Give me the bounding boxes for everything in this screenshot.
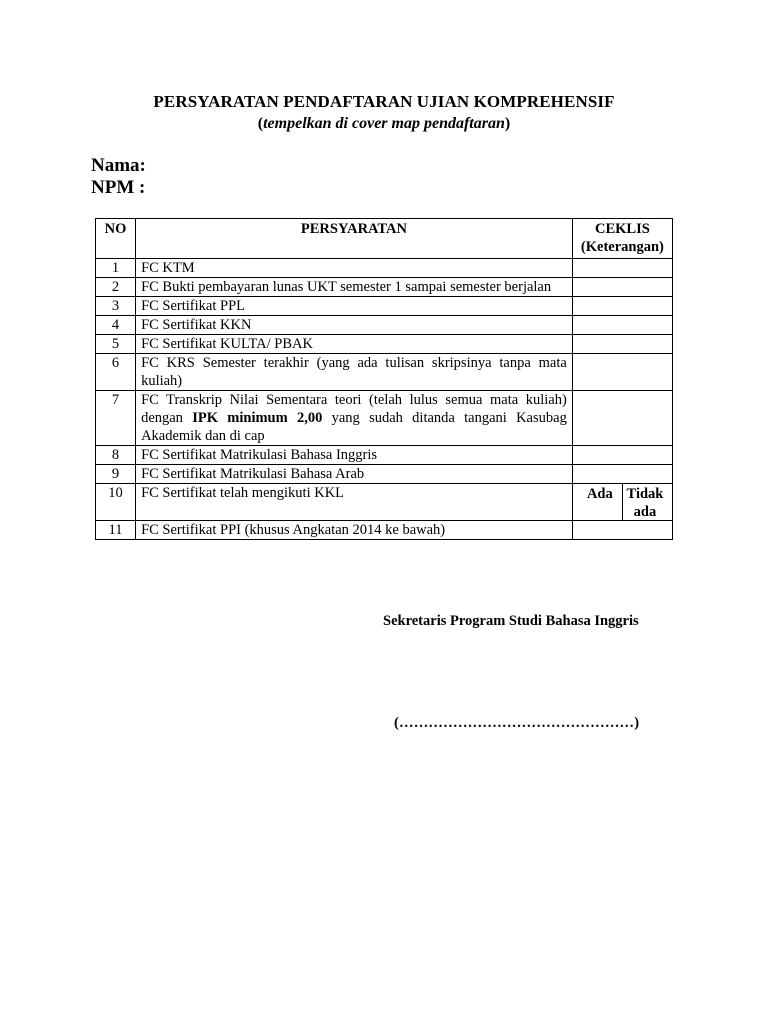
row-number: 2 <box>96 278 136 297</box>
requirements-table <box>95 218 673 540</box>
requirement-text: FC Sertifikat PPI (khusus Angkatan 2014 ke bawah) <box>136 521 573 540</box>
requirement-text: FC Bukti pembayaran lunas UKT semester 1 sampai semester berjalan <box>136 278 573 297</box>
check-cell[interactable] <box>572 521 672 540</box>
npm-label: NPM : <box>91 177 146 198</box>
row-number: 3 <box>96 297 136 316</box>
header-check-sublabel: (Keterangan) <box>580 239 664 255</box>
document-title: PERSYARATAN PENDAFTARAN UJIAN KOMPREHENSIF <box>153 92 615 111</box>
header-requirement: PERSYARATAN <box>136 219 573 259</box>
table-header-row <box>96 219 673 259</box>
table-row <box>96 521 673 540</box>
row-number: 8 <box>96 446 136 465</box>
signature-role: Sekretaris Program Studi Bahasa Inggris <box>383 613 639 629</box>
table-row <box>96 316 673 335</box>
row-number: 1 <box>96 259 136 278</box>
requirement-text: FC Sertifikat telah mengikuti KKL <box>136 484 573 521</box>
requirement-text: FC KTM <box>136 259 573 278</box>
row-number: 6 <box>96 354 136 391</box>
requirement-text <box>136 391 573 446</box>
document-subtitle <box>0 115 768 133</box>
check-cell-split <box>572 484 672 521</box>
requirement-text: FC Sertifikat Matrikulasi Bahasa Arab <box>136 465 573 484</box>
check-cell[interactable] <box>572 391 672 446</box>
row-number: 4 <box>96 316 136 335</box>
requirement-text: FC Sertifikat PPL <box>136 297 573 316</box>
check-cell[interactable] <box>572 354 672 391</box>
header-check <box>572 219 672 259</box>
signature-line: (…………………………………………) <box>394 715 640 731</box>
check-cell[interactable] <box>572 446 672 465</box>
check-cell[interactable] <box>572 278 672 297</box>
check-cell[interactable] <box>572 335 672 354</box>
requirement-text-part: FC Transkrip Nilai Sementara teori (telah lulus semua mata kuliah) dengan <box>141 392 567 426</box>
row-number: 5 <box>96 335 136 354</box>
subtitle-text: tempelkan di cover map pendaftaran <box>263 115 505 132</box>
row-number: 7 <box>96 391 136 446</box>
check-cell[interactable] <box>572 316 672 335</box>
check-option-ada[interactable]: Ada <box>578 484 623 520</box>
table-row <box>96 297 673 316</box>
row-number: 11 <box>96 521 136 540</box>
requirement-text-part: yang sudah ditanda tangani Kasubag Akademik dan di cap <box>141 410 567 444</box>
table-row <box>96 391 673 446</box>
check-cell[interactable] <box>572 297 672 316</box>
table-row <box>96 259 673 278</box>
check-cell[interactable] <box>572 259 672 278</box>
table-row <box>96 335 673 354</box>
requirement-text: FC Sertifikat KKN <box>136 316 573 335</box>
subtitle-close-paren: ) <box>504 115 511 132</box>
requirement-text: FC KRS Semester terakhir (yang ada tulisan skripsinya tanpa mata kuliah) <box>136 354 573 391</box>
row-number: 10 <box>96 484 136 521</box>
row-number: 9 <box>96 465 136 484</box>
check-option-tidak-ada[interactable]: Tidak ada <box>626 486 664 520</box>
table-row <box>96 354 673 391</box>
table-row <box>96 465 673 484</box>
header-no: NO <box>96 219 136 259</box>
name-label: Nama: <box>91 155 146 176</box>
table-row <box>96 446 673 465</box>
requirement-text: FC Sertifikat KULTA/ PBAK <box>136 335 573 354</box>
subtitle-open-paren: ( <box>257 115 264 132</box>
check-cell[interactable] <box>572 465 672 484</box>
header-check-label: CEKLIS <box>595 221 650 237</box>
table-row <box>96 278 673 297</box>
requirement-text: FC Sertifikat Matrikulasi Bahasa Inggris <box>136 446 573 465</box>
ipk-minimum-text: IPK minimum 2,00 <box>192 410 323 426</box>
table-row <box>96 484 673 521</box>
